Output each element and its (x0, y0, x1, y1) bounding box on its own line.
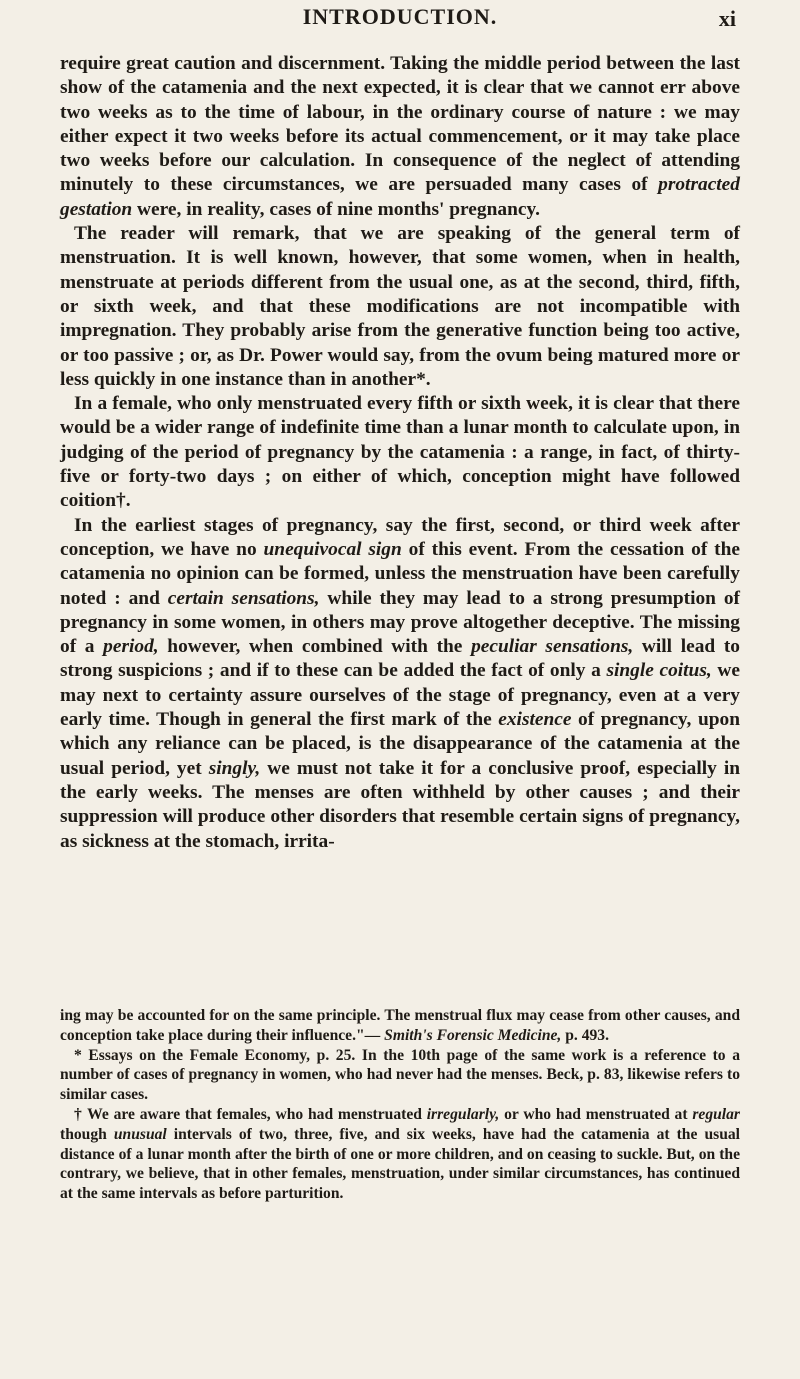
italic-run: existence (498, 709, 572, 731)
running-title: INTRODUCTION. (302, 4, 498, 29)
footnotes (60, 1006, 740, 1204)
text-run: In a female, who only menstruated every fifth or sixth week, it is clear that there would be a wider range of indefinite time than a lunar month to calculate upon, in judging of the period of pregnancy by the catamenia : a range, in fact, of thirty-five or forty-two days ; on either of which, conception might have followed coition†. (60, 393, 740, 512)
text-run: we must not take it for a conclusive proof, especially in the early weeks. The menses are often withheld by other causes ; and their suppression will produce other disorders that resemble certain signs of pregnancy, as sickness at the stomach, irrita- (60, 757, 740, 852)
italic-run: certain sensations, (167, 587, 320, 609)
italic-run: irregularly, (426, 1105, 500, 1123)
text-run: while they may lead to a strong presumption of pregnancy in some women, in others may prove altogether deceptive. The missing of a (60, 587, 741, 658)
italic-run: protracted gestation (60, 174, 740, 220)
text-run: intervals of two, three, five, and six weeks, have had the catamenia at the usual distance of a lunar month after the birth of one or more children, and on ceasing to suckle. But, on the contrary, we believe, that in other females, menstruation, under similar circumstances, has continued at the same intervals as before parturition. (60, 1125, 740, 1203)
main-text (60, 52, 740, 854)
text-run: In the earliest stages of pregnancy, say the first, second, or third week after conception, we have no (60, 514, 740, 560)
italic-run: period, (103, 636, 159, 658)
text-run: require great caution and discernment. Taking the middle period between the last show of the catamenia and the next expected, it is clear that we cannot err above two weeks as to the time of labour, in the ordinary course of nature : we may either expect it two weeks before its actual commencement, or it may take place two weeks before our calculation. In consequence of the neglect of attending minutely to these circumstances, we are persuaded many cases of (60, 53, 740, 196)
italic-run: single coitus, (606, 660, 712, 682)
text-run: however, when combined with the (158, 636, 472, 658)
text-run: or who had menstruated at (499, 1105, 693, 1123)
text-run: of this event. From the cessation of the catamenia no opinion can be formed, unless the menstruation have been carefully noted : and (60, 538, 740, 609)
footnote-dagger (60, 1105, 740, 1204)
paragraph-3 (60, 392, 740, 513)
text-run: were, in reality, cases of nine months' pregnancy. (132, 198, 540, 220)
paragraph-2 (60, 222, 740, 392)
text-run: ing may be accounted for on the same principle. The menstrual flux may cease from other causes, and conception take place during their influence."— (60, 1007, 740, 1044)
italic-run: regular (692, 1105, 741, 1123)
running-head (60, 4, 740, 44)
footnote-continued (60, 1006, 740, 1046)
text-run: The reader will remark, that we are speaking of the general term of menstruation. It is well known, however, that some women, when in health, menstruate at periods different from the usual one, as at the second, third, fifth, or sixth week, and that these modifications are not incompatible with impregnation. They probably arise from the generative function being too active, or too passive ; or, as Dr. Power would say, from the ovum being matured more or less quickly in one instance than in another*. (60, 223, 740, 390)
italic-run: Smith's Forensic Medicine, (384, 1026, 562, 1044)
text-run: we may next to certainty assure ourselves of the stage of pregnancy, even at a very early time. Though in general the first mark of the (60, 660, 740, 731)
italic-run: singly, (208, 757, 261, 779)
text-run: † We are aware that females, who had menstruated (74, 1105, 427, 1123)
text-run: though (60, 1125, 114, 1143)
italic-run: peculiar sensations, (471, 636, 634, 658)
text-run: will lead to strong suspicions ; and if to these can be added the fact of only a (60, 636, 740, 682)
paragraph-4 (60, 514, 740, 854)
text-run: p. 493. (561, 1026, 609, 1044)
page-number: xi (718, 6, 736, 31)
italic-run: unusual (113, 1125, 167, 1143)
paragraph-1 (60, 52, 740, 222)
footnote-asterisk (60, 1046, 740, 1105)
text-run: of pregnancy, upon which any reliance can be placed, is the disappearance of the catamenia at the usual period, yet (60, 709, 740, 779)
italic-run: unequivocal sign (263, 538, 402, 560)
text-run: * Essays on the Female Economy, p. 25. In the 10th page of the same work is a reference to a number of cases of pregnancy in women, who had never had the menses. Beck, p. 83, likewise refers to similar cases. (60, 1046, 740, 1104)
